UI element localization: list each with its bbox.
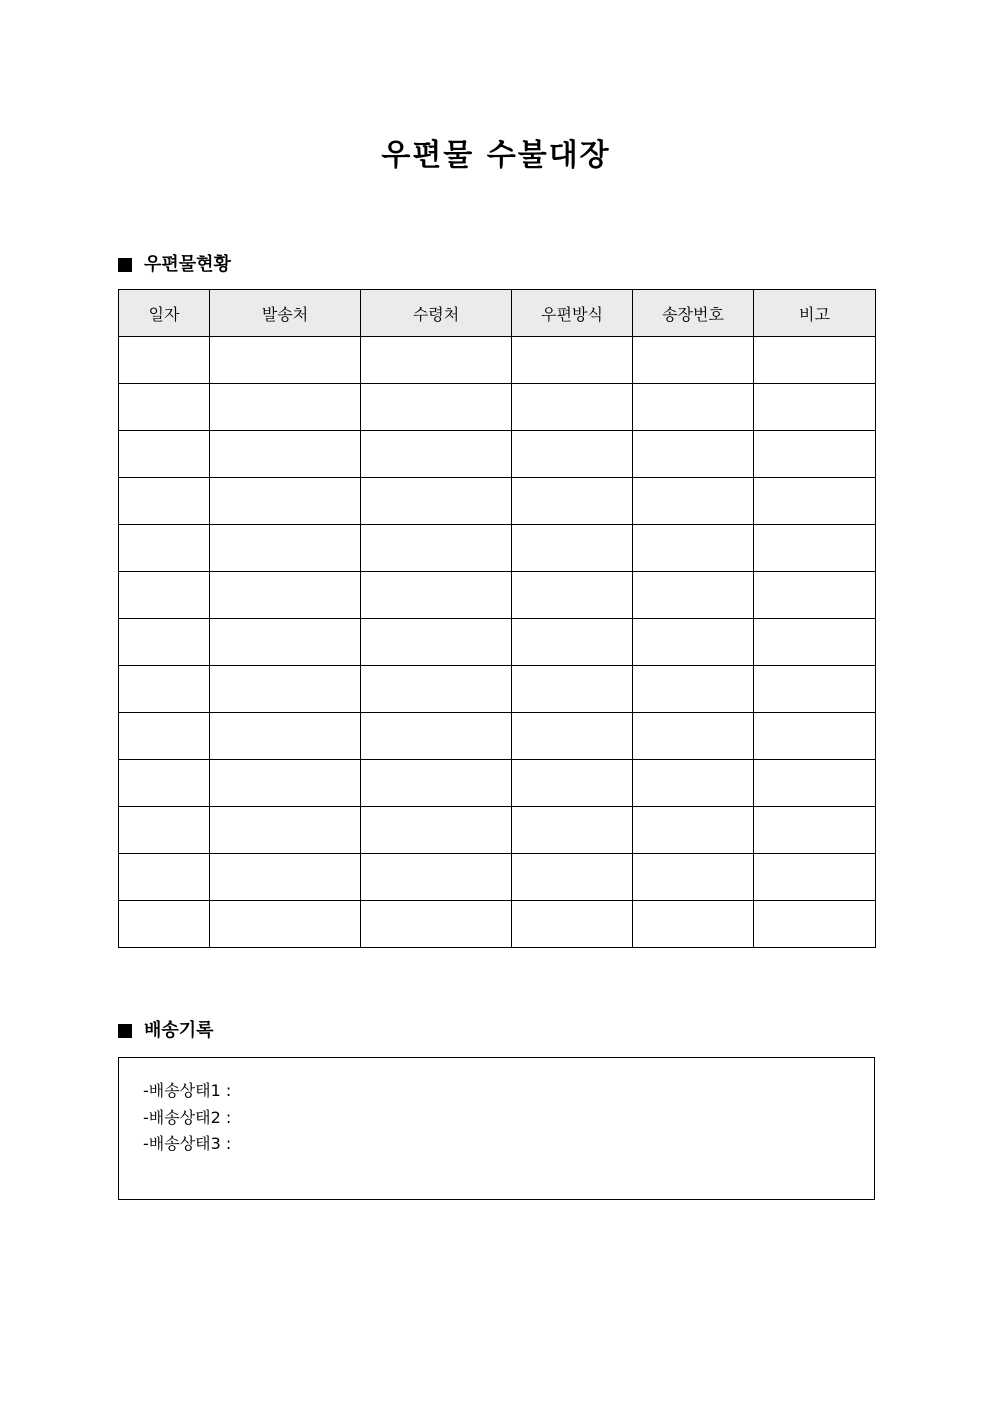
table-cell[interactable] [119,572,210,619]
square-bullet-icon [118,258,132,272]
table-cell[interactable] [512,807,633,854]
delivery-status-line: -배송상태2 : [143,1107,232,1127]
table-cell[interactable] [633,760,754,807]
column-header-mail-method: 우편방식 [512,290,633,337]
table-cell[interactable] [633,384,754,431]
table-cell[interactable] [210,525,361,572]
table-cell[interactable] [210,478,361,525]
table-cell[interactable] [119,666,210,713]
table-cell[interactable] [361,760,512,807]
table-cell[interactable] [754,713,876,760]
table-cell[interactable] [210,901,361,948]
table-cell[interactable] [210,431,361,478]
table-cell[interactable] [633,431,754,478]
table-cell[interactable] [754,478,876,525]
table-cell[interactable] [210,760,361,807]
table-row [119,854,876,901]
table-cell[interactable] [119,807,210,854]
table-cell[interactable] [633,807,754,854]
table-cell[interactable] [633,337,754,384]
table-row [119,666,876,713]
table-cell[interactable] [512,337,633,384]
table-cell[interactable] [210,572,361,619]
table-cell[interactable] [361,478,512,525]
delivery-status-line: -배송상태1 : [143,1081,232,1100]
section-heading-mail-status [118,253,231,277]
table-cell[interactable] [633,478,754,525]
delivery-status-line: -배송상태3 : [143,1134,232,1153]
mail-ledger-table [118,289,876,948]
table-cell[interactable] [210,384,361,431]
table-cell[interactable] [633,572,754,619]
table-cell[interactable] [633,854,754,901]
table-cell[interactable] [512,384,633,431]
table-row [119,337,876,384]
table-cell[interactable] [361,525,512,572]
table-cell[interactable] [512,760,633,807]
table-cell[interactable] [512,572,633,619]
table-cell[interactable] [512,666,633,713]
table-cell[interactable] [119,901,210,948]
table-body [119,337,876,948]
table-cell[interactable] [361,666,512,713]
table-row [119,713,876,760]
table-cell[interactable] [754,901,876,948]
table-cell[interactable] [119,854,210,901]
table-cell[interactable] [210,337,361,384]
table-cell[interactable] [210,807,361,854]
table-cell[interactable] [210,854,361,901]
delivery-record-box [118,1057,875,1200]
table-cell[interactable] [754,619,876,666]
table-cell[interactable] [754,572,876,619]
table-cell[interactable] [633,901,754,948]
table-row [119,384,876,431]
table-cell[interactable] [119,525,210,572]
table-cell[interactable] [361,384,512,431]
table-cell[interactable] [754,525,876,572]
table-row [119,619,876,666]
page-title: 우편물 수불대장 [381,138,611,173]
table-cell[interactable] [512,478,633,525]
column-header-sender: 발송처 [210,290,361,337]
table-cell[interactable] [361,619,512,666]
table-cell[interactable] [754,807,876,854]
table-cell[interactable] [754,760,876,807]
table-row [119,525,876,572]
table-row [119,901,876,948]
table-row [119,760,876,807]
table-cell[interactable] [119,760,210,807]
table-row [119,572,876,619]
table-cell[interactable] [754,666,876,713]
column-header-invoice-number: 송장번호 [633,290,754,337]
table-row [119,807,876,854]
table-row [119,431,876,478]
table-cell[interactable] [210,666,361,713]
column-header-remarks: 비고 [754,290,876,337]
table-cell[interactable] [361,854,512,901]
table-cell[interactable] [512,713,633,760]
section-heading-label: 우편물현황 [144,254,231,275]
table-cell[interactable] [754,384,876,431]
column-header-recipient: 수령처 [361,290,512,337]
table-cell[interactable] [119,337,210,384]
table-cell[interactable] [361,901,512,948]
table-cell[interactable] [754,854,876,901]
table-cell[interactable] [512,854,633,901]
table-row [119,478,876,525]
table-cell[interactable] [633,666,754,713]
table-cell[interactable] [210,713,361,760]
table-cell[interactable] [119,431,210,478]
table-cell[interactable] [512,901,633,948]
table-cell[interactable] [361,807,512,854]
table-cell[interactable] [754,337,876,384]
section-heading-label: 배송기록 [144,1020,214,1041]
section-heading-delivery-record [118,1019,214,1043]
table-cell[interactable] [754,431,876,478]
table-cell[interactable] [119,619,210,666]
table-cell[interactable] [119,713,210,760]
square-bullet-icon [118,1024,132,1038]
table-cell[interactable] [633,713,754,760]
table-cell[interactable] [361,713,512,760]
table-cell[interactable] [512,525,633,572]
table-cell[interactable] [633,619,754,666]
table-cell[interactable] [361,337,512,384]
table-cell[interactable] [361,572,512,619]
table-cell[interactable] [119,478,210,525]
table-cell[interactable] [119,384,210,431]
table-cell[interactable] [512,619,633,666]
table-cell[interactable] [512,431,633,478]
table-cell[interactable] [633,525,754,572]
table-header-row [119,290,876,337]
table-cell[interactable] [361,431,512,478]
column-header-date: 일자 [119,290,210,337]
table-cell[interactable] [210,619,361,666]
